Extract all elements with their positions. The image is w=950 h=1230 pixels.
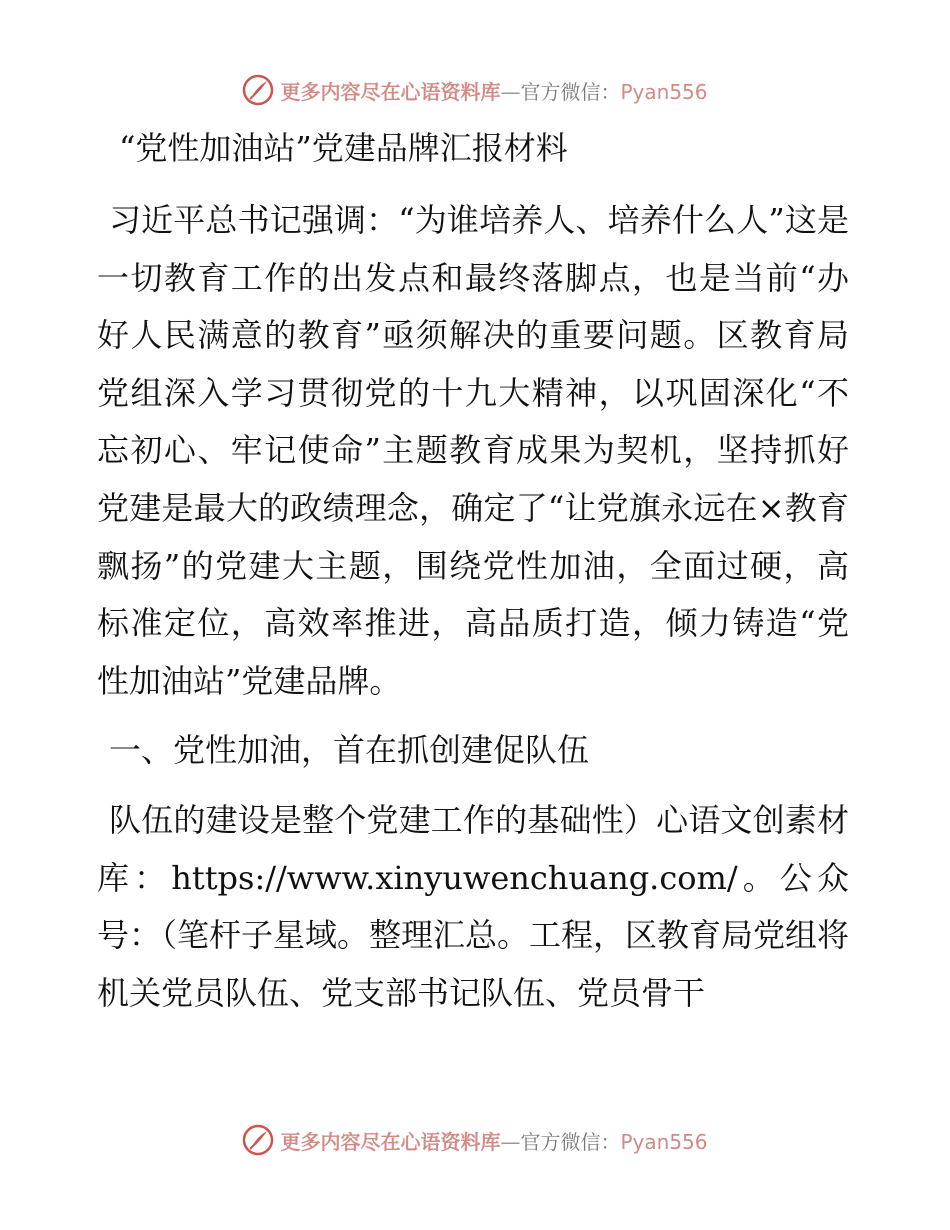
watermark-official-label: 官方微信： bbox=[520, 1129, 621, 1154]
watermark-official-label: 官方微信： bbox=[520, 79, 621, 104]
watermark-site-text: 更多内容尽在心语资料库 bbox=[280, 1129, 501, 1154]
paragraph-intro: 习近平总书记强调：“为谁培养人、培养什么人”这是一切教育工作的出发点和最终落脚点，也是当前“办好人民满意的教育”亟须解决的重要问题。区教育局党组深入学习贯彻党的十九大精神，以巩固深化“不忘初心、牢记使命”主题教育成果为契机，坚持抓好党建是最大的政绩理念，确定了“让党旗永远在×教育飘扬”的党建大主题，围绕党性加油，全面过硬，高标准定位，高效率推进，高品质打造，倾力铸造“党性加油站”党建品牌。 bbox=[97, 201, 849, 700]
section-heading-1: 一、党性加油，首在抓创建促队伍 bbox=[109, 731, 590, 770]
feather-quill-logo-icon bbox=[242, 1124, 274, 1156]
watermark-wechat-id: Pyan556 bbox=[620, 79, 708, 104]
top-watermark-banner bbox=[0, 70, 950, 110]
watermark-text bbox=[280, 1126, 707, 1155]
paragraph-section-1: 队伍的建设是整个党建工作的基础性）心语文创素材库：https://www.xinyuwenchuang.com/。公众号：（笔杆子星域。整理汇总。工程，区教育局党组将机关党员队伍、党支部书记队伍、党员骨干 bbox=[97, 800, 850, 1012]
document-body bbox=[97, 120, 849, 1034]
document-title: “党性加油站”党建品牌汇报材料 bbox=[119, 129, 568, 167]
watermark-text bbox=[280, 76, 707, 105]
watermark-wechat-id: Pyan556 bbox=[620, 1129, 708, 1154]
watermark-dash: — bbox=[500, 1129, 521, 1154]
watermark-site-text: 更多内容尽在心语资料库 bbox=[280, 79, 501, 104]
bottom-watermark-banner bbox=[0, 1120, 950, 1160]
watermark-dash: — bbox=[500, 79, 521, 104]
feather-quill-logo-icon bbox=[242, 74, 274, 106]
